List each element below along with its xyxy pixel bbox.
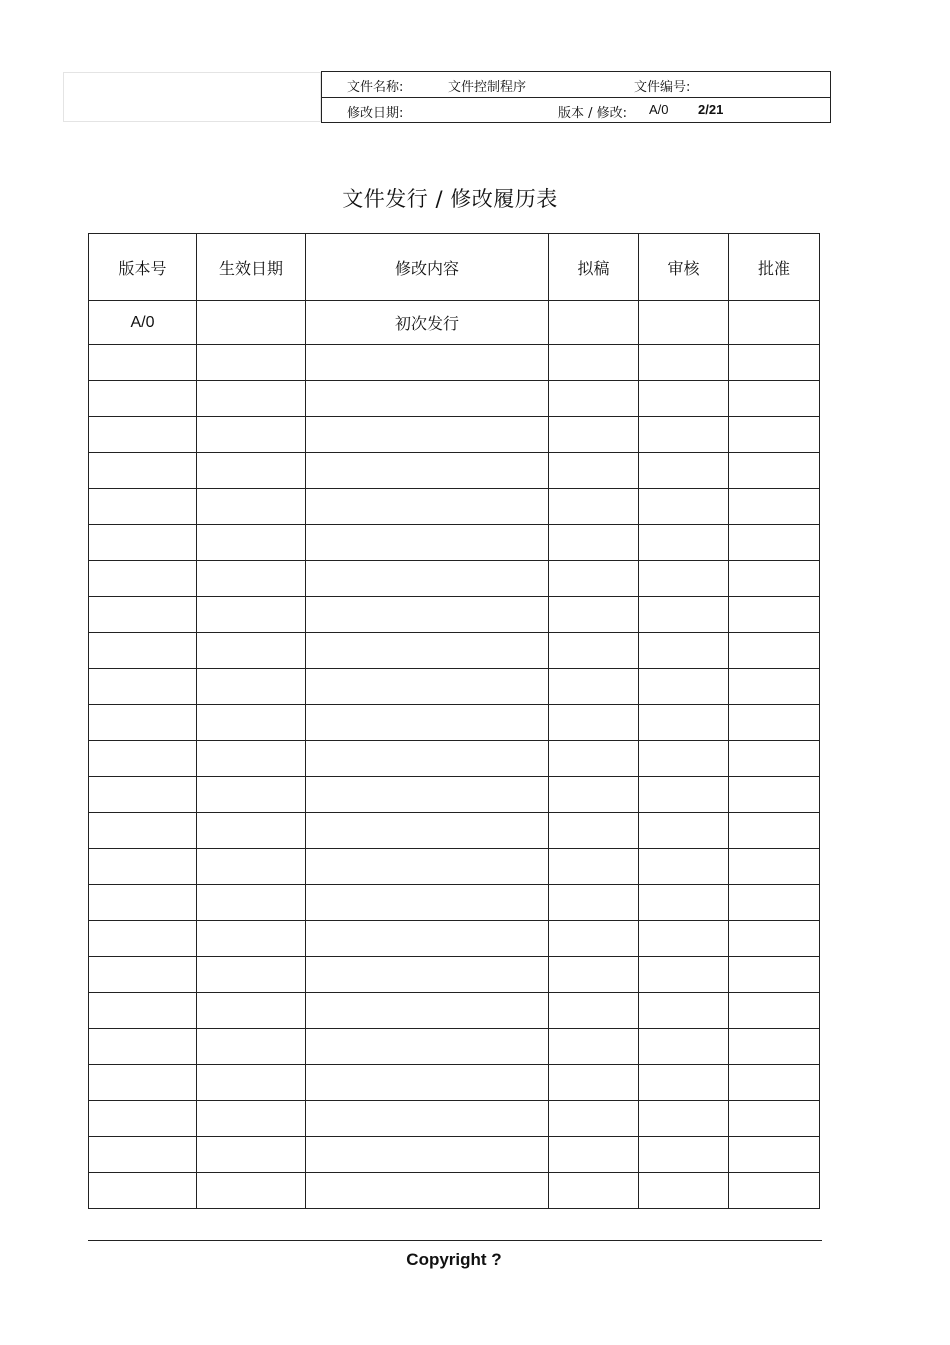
table-row (89, 633, 820, 669)
column-header-effective-date: 生效日期 (197, 234, 306, 301)
cell-revision-content (306, 1065, 549, 1101)
table-row (89, 1029, 820, 1065)
cell-version (89, 957, 197, 993)
cell-approved (729, 345, 820, 381)
table-row (89, 561, 820, 597)
cell-revision-content (306, 705, 549, 741)
cell-version (89, 993, 197, 1029)
cell-reviewed (639, 489, 729, 525)
table-row (89, 777, 820, 813)
cell-revision-content: 初次发行 (306, 301, 549, 345)
table-row (89, 489, 820, 525)
cell-version (89, 597, 197, 633)
cell-drafted (549, 957, 639, 993)
cell-version (89, 813, 197, 849)
cell-drafted (549, 741, 639, 777)
copyright-text: Copyright ? (406, 1250, 502, 1269)
cell-effective-date (197, 957, 306, 993)
cell-approved (729, 669, 820, 705)
cell-effective-date (197, 921, 306, 957)
file-name-value: 文件控制程序 (448, 80, 527, 95)
cell-approved (729, 993, 820, 1029)
cell-reviewed (639, 345, 729, 381)
cell-effective-date (197, 1029, 306, 1065)
cell-drafted (549, 417, 639, 453)
cell-revision-content (306, 921, 549, 957)
cell-drafted (549, 849, 639, 885)
cell-effective-date (197, 561, 306, 597)
logo-area (63, 72, 321, 122)
cell-reviewed (639, 1137, 729, 1173)
cell-effective-date (197, 741, 306, 777)
table-row (89, 993, 820, 1029)
cell-effective-date (197, 1101, 306, 1137)
cell-revision-content (306, 741, 549, 777)
cell-effective-date (197, 669, 306, 705)
table-row (89, 1065, 820, 1101)
cell-drafted (549, 1101, 639, 1137)
cell-effective-date (197, 1173, 306, 1209)
cell-approved (729, 453, 820, 489)
cell-effective-date (197, 1065, 306, 1101)
cell-drafted (549, 381, 639, 417)
cell-version (89, 525, 197, 561)
cell-reviewed (639, 1101, 729, 1137)
cell-version (89, 561, 197, 597)
cell-revision-content (306, 1101, 549, 1137)
cell-version (89, 885, 197, 921)
cell-approved (729, 849, 820, 885)
cell-reviewed (639, 993, 729, 1029)
cell-version (89, 705, 197, 741)
cell-drafted (549, 345, 639, 381)
cell-drafted (549, 921, 639, 957)
cell-drafted (549, 525, 639, 561)
table-row (89, 417, 820, 453)
table-row (89, 381, 820, 417)
cell-drafted (549, 993, 639, 1029)
cell-drafted (549, 453, 639, 489)
cell-drafted (549, 777, 639, 813)
table-row (89, 921, 820, 957)
cell-approved (729, 417, 820, 453)
cell-reviewed (639, 921, 729, 957)
cell-reviewed (639, 633, 729, 669)
cell-approved (729, 525, 820, 561)
cell-drafted (549, 561, 639, 597)
document-header (321, 71, 831, 123)
cell-approved (729, 777, 820, 813)
table-row (89, 525, 820, 561)
cell-approved (729, 597, 820, 633)
header-row-revision (322, 97, 830, 123)
cell-drafted (549, 885, 639, 921)
cell-version (89, 1137, 197, 1173)
header-row-name (322, 72, 830, 97)
cell-revision-content (306, 813, 549, 849)
cell-revision-content (306, 633, 549, 669)
column-header-approved: 批准 (729, 234, 820, 301)
cell-revision-content (306, 453, 549, 489)
cell-drafted (549, 301, 639, 345)
cell-reviewed (639, 741, 729, 777)
cell-drafted (549, 1065, 639, 1101)
cell-version (89, 417, 197, 453)
cell-effective-date (197, 813, 306, 849)
cell-version (89, 741, 197, 777)
cell-reviewed (639, 417, 729, 453)
cell-effective-date (197, 381, 306, 417)
page-title: 文件发行 / 修改履历表 (342, 187, 558, 211)
table-row (89, 301, 820, 345)
cell-reviewed (639, 669, 729, 705)
cell-version (89, 849, 197, 885)
cell-effective-date (197, 777, 306, 813)
page-number: 2/21 (698, 102, 724, 117)
table-row (89, 1137, 820, 1173)
cell-version (89, 453, 197, 489)
cell-reviewed (639, 957, 729, 993)
cell-approved (729, 301, 820, 345)
table-row (89, 849, 820, 885)
cell-revision-content (306, 993, 549, 1029)
cell-effective-date (197, 885, 306, 921)
column-header-reviewed: 审核 (639, 234, 729, 301)
cell-reviewed (639, 885, 729, 921)
cell-version (89, 1029, 197, 1065)
cell-reviewed (639, 849, 729, 885)
cell-version (89, 1101, 197, 1137)
column-header-version: 版本号 (89, 234, 197, 301)
cell-reviewed (639, 301, 729, 345)
file-number-label: 文件编号: (634, 80, 691, 95)
cell-effective-date (197, 849, 306, 885)
cell-reviewed (639, 525, 729, 561)
cell-effective-date (197, 489, 306, 525)
cell-approved (729, 813, 820, 849)
table-row (89, 885, 820, 921)
table-row (89, 345, 820, 381)
cell-approved (729, 1173, 820, 1209)
table-row (89, 453, 820, 489)
cell-effective-date (197, 633, 306, 669)
table-row (89, 705, 820, 741)
cell-approved (729, 957, 820, 993)
cell-drafted (549, 705, 639, 741)
cell-approved (729, 381, 820, 417)
cell-approved (729, 1101, 820, 1137)
cell-effective-date (197, 993, 306, 1029)
cell-drafted (549, 813, 639, 849)
cell-version (89, 489, 197, 525)
cell-effective-date (197, 597, 306, 633)
cell-reviewed (639, 777, 729, 813)
file-name-label: 文件名称: (347, 80, 404, 95)
cell-drafted (549, 1137, 639, 1173)
cell-version (89, 1173, 197, 1209)
version-value: A/0 (649, 102, 669, 117)
cell-approved (729, 561, 820, 597)
cell-revision-content (306, 1029, 549, 1065)
cell-approved (729, 633, 820, 669)
cell-reviewed (639, 453, 729, 489)
cell-revision-content (306, 957, 549, 993)
revision-date-label: 修改日期: (347, 106, 404, 121)
cell-version: A/0 (89, 301, 197, 345)
cell-approved (729, 705, 820, 741)
cell-reviewed (639, 381, 729, 417)
cell-revision-content (306, 345, 549, 381)
cell-approved (729, 741, 820, 777)
column-header-revision-content: 修改内容 (306, 234, 549, 301)
cell-revision-content (306, 381, 549, 417)
cell-reviewed (639, 705, 729, 741)
cell-revision-content (306, 417, 549, 453)
cell-version (89, 669, 197, 705)
cell-drafted (549, 1173, 639, 1209)
cell-approved (729, 1065, 820, 1101)
cell-effective-date (197, 301, 306, 345)
cell-drafted (549, 669, 639, 705)
cell-revision-content (306, 561, 549, 597)
table-row (89, 957, 820, 993)
table-row (89, 813, 820, 849)
cell-reviewed (639, 813, 729, 849)
cell-version (89, 633, 197, 669)
cell-revision-content (306, 1173, 549, 1209)
cell-effective-date (197, 1137, 306, 1173)
cell-revision-content (306, 777, 549, 813)
cell-approved (729, 885, 820, 921)
table-row (89, 597, 820, 633)
cell-version (89, 921, 197, 957)
column-header-drafted: 拟稿 (549, 234, 639, 301)
cell-reviewed (639, 561, 729, 597)
table-row (89, 669, 820, 705)
cell-drafted (549, 633, 639, 669)
cell-version (89, 381, 197, 417)
cell-effective-date (197, 705, 306, 741)
cell-drafted (549, 597, 639, 633)
table-row (89, 1101, 820, 1137)
cell-reviewed (639, 1173, 729, 1209)
version-label: 版本 / 修改: (558, 106, 628, 121)
table-row (89, 1173, 820, 1209)
cell-drafted (549, 489, 639, 525)
revision-history-table (88, 233, 820, 1209)
table-row (89, 741, 820, 777)
cell-effective-date (197, 345, 306, 381)
cell-revision-content (306, 489, 549, 525)
table-header-row (89, 234, 820, 301)
cell-approved (729, 1137, 820, 1173)
footer-divider (88, 1240, 822, 1241)
cell-effective-date (197, 453, 306, 489)
cell-reviewed (639, 1065, 729, 1101)
cell-drafted (549, 1029, 639, 1065)
cell-effective-date (197, 417, 306, 453)
cell-version (89, 1065, 197, 1101)
cell-revision-content (306, 849, 549, 885)
cell-revision-content (306, 1137, 549, 1173)
cell-revision-content (306, 597, 549, 633)
cell-reviewed (639, 597, 729, 633)
cell-approved (729, 921, 820, 957)
cell-approved (729, 1029, 820, 1065)
cell-reviewed (639, 1029, 729, 1065)
cell-revision-content (306, 525, 549, 561)
cell-revision-content (306, 885, 549, 921)
cell-version (89, 777, 197, 813)
cell-revision-content (306, 669, 549, 705)
cell-version (89, 345, 197, 381)
cell-approved (729, 489, 820, 525)
cell-effective-date (197, 525, 306, 561)
